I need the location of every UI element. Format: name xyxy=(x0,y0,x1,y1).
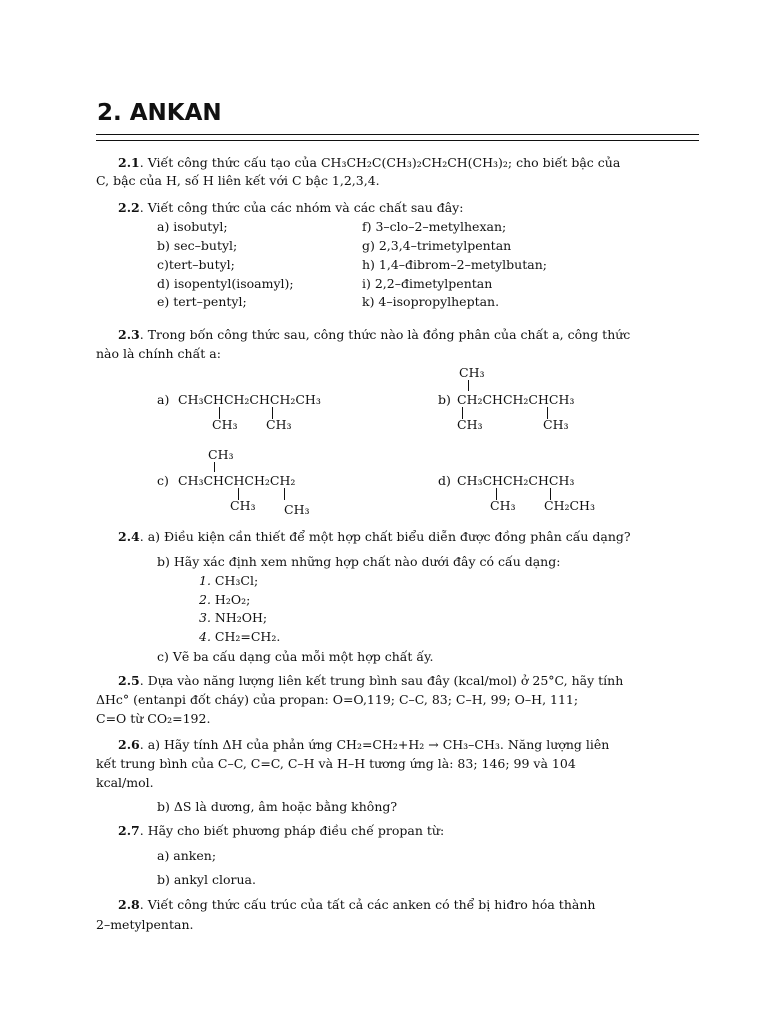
q2-intro: 2.2. Viết công thức của các nhóm và các chất sau đây: xyxy=(118,200,464,215)
q7-number: 2.7 xyxy=(118,823,140,838)
structure-b-branch-2: CH₃ xyxy=(543,417,569,432)
q4-compound: 2. H₂O₂; xyxy=(199,592,251,607)
structure-a-chain: CH₃CHCH₂CHCH₂CH₃ xyxy=(178,392,321,407)
q4-compound: 1. CH₃Cl; xyxy=(199,573,259,588)
q8-line-2: 2–metylpentan. xyxy=(96,917,194,932)
q4-part-a: 2.4. a) Điều kiện cần thiết để một hợp chất biểu diễn được đồng phân cấu dạng? xyxy=(118,529,631,544)
q5-line-1: 2.5. Dựa vào năng lượng liên kết trung bình sau đây (kcal/mol) ở 25°C, hãy tính xyxy=(118,673,624,688)
bond-line xyxy=(468,380,469,391)
q3-line-1: 2.3. Trong bốn công thức sau, công thức nào là đồng phân của chất a, công thức xyxy=(118,327,631,342)
q6-line-3: kcal/mol. xyxy=(96,775,154,790)
q4-compound: 3. NH₂OH; xyxy=(199,610,268,625)
q2-right-item: g) 2,3,4–trimetylpentan xyxy=(362,238,512,253)
q2-right-item: i) 2,2–đimetylpentan xyxy=(362,276,493,291)
q6-number: 2.6 xyxy=(118,737,140,752)
structure-c-top: CH₃ xyxy=(208,447,234,462)
structure-d-branch-1: CH₃ xyxy=(490,498,516,513)
structure-a-branch-2: CH₃ xyxy=(266,417,292,432)
q2-left-item: a) isobutyl; xyxy=(157,219,228,234)
q1-line-2: C, bậc của H, số H liên kết với C bậc 1,2,3,4. xyxy=(96,173,380,188)
q1-number: 2.1 xyxy=(118,155,140,170)
title-rule-top xyxy=(96,134,699,135)
chapter-title: 2. ANKAN xyxy=(97,100,222,126)
q5-line-3: C=O từ CO₂=192. xyxy=(96,711,211,726)
q7-part-b: b) ankyl clorua. xyxy=(157,872,256,887)
q4-part-b: b) Hãy xác định xem những hợp chất nào dưới đây có cấu dạng: xyxy=(157,554,561,569)
structure-b-label: b) xyxy=(438,392,451,407)
q7-part-a: a) anken; xyxy=(157,848,217,863)
q6-part-b: b) ΔS là dương, âm hoặc bằng không? xyxy=(157,799,398,814)
q4-compound: 4. CH₂=CH₂. xyxy=(199,629,281,644)
q2-left-item: d) isopentyl(isoamyl); xyxy=(157,276,294,291)
q2-right-item: k) 4–isopropylheptan. xyxy=(362,294,500,309)
q4-number: 2.4 xyxy=(118,529,140,544)
q2-left-item: e) tert–pentyl; xyxy=(157,294,247,309)
q5-line-2: ΔHc° (entanpi đốt cháy) của propan: O=O,119; C–C, 83; C–H, 99; O–H, 111; xyxy=(96,692,579,707)
structure-d-label: d) xyxy=(438,473,451,488)
bond-line xyxy=(284,488,285,500)
q8-line-1: 2.8. Viết công thức cấu trúc của tất cả các anken có thể bị hiđro hóa thành xyxy=(118,897,596,912)
q4-part-c: c) Vẽ ba cấu dạng của mỗi một hợp chất ấy. xyxy=(157,649,434,664)
q2-number: 2.2 xyxy=(118,200,140,215)
structure-d-chain: CH₃CHCH₂CHCH₃ xyxy=(457,473,575,488)
q6-line-2: kết trung bình của C–C, C=C, C–H và H–H tương ứng là: 83; 146; 99 và 104 xyxy=(96,756,576,771)
structure-b-top: CH₃ xyxy=(459,365,485,380)
q3-number: 2.3 xyxy=(118,327,140,342)
structure-c-branch-1: CH₃ xyxy=(230,498,256,513)
structure-c-branch-2: CH₃ xyxy=(284,502,310,517)
q7-intro: 2.7. Hãy cho biết phương pháp điều chế propan từ: xyxy=(118,823,445,838)
structure-b-chain: CH₂CHCH₂CHCH₃ xyxy=(457,392,575,407)
structure-b-branch-1: CH₃ xyxy=(457,417,483,432)
q5-number: 2.5 xyxy=(118,673,140,688)
structure-c-chain: CH₃CHCHCH₂CH₂ xyxy=(178,473,296,488)
q3-line-2: nào là chính chất a: xyxy=(96,346,221,361)
q2-left-item: c)tert–butyl; xyxy=(157,257,235,272)
q6-line-1: 2.6. a) Hãy tính ΔH của phản ứng CH₂=CH₂+H₂ → CH₃–CH₃. Năng lượng liên xyxy=(118,737,610,752)
structure-d-branch-2: CH₂CH₃ xyxy=(544,498,595,513)
structure-c-label: c) xyxy=(157,473,169,488)
q8-number: 2.8 xyxy=(118,897,140,912)
structure-a-label: a) xyxy=(157,392,170,407)
q1-line-1: 2.1. Viết công thức cấu tạo của CH₃CH₂C(CH₃)₂CH₂CH(CH₃)₂; cho biết bậc của xyxy=(118,155,621,170)
q2-right-item: h) 1,4–đibrom–2–metylbutan; xyxy=(362,257,547,272)
title-rule-bottom xyxy=(96,140,699,141)
q2-right-item: f) 3–clo–2–metylhexan; xyxy=(362,219,507,234)
structure-a-branch-1: CH₃ xyxy=(212,417,238,432)
bond-line xyxy=(214,462,215,472)
q2-left-item: b) sec–butyl; xyxy=(157,238,238,253)
